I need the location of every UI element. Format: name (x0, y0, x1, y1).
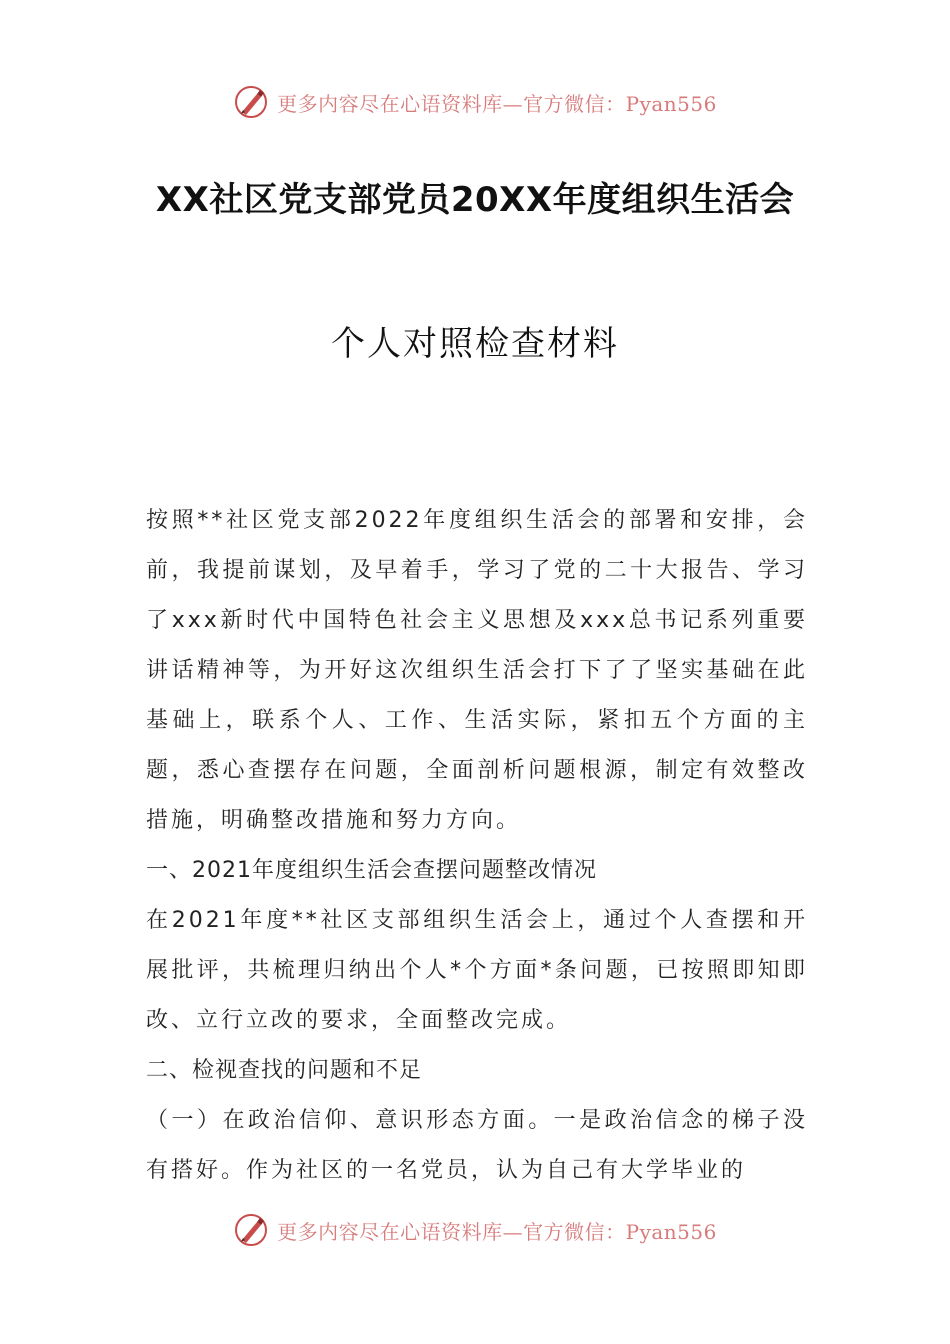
pen-in-circle-logo-icon (233, 84, 269, 120)
document-title-line1: XX社区党支部党员20XX年度组织生活会 (155, 180, 795, 220)
watermark-text: 更多内容尽在心语资料库—官方微信：Pyan556 (277, 1219, 717, 1244)
watermark-footer (0, 1206, 950, 1254)
section-heading-2: 二、检视查找的问题和不足 (146, 1058, 423, 1083)
document-title-line2: 个人对照检查材料 (331, 324, 619, 364)
section-1-paragraph: 在2021年度**社区支部组织生活会上，通过个人查摆和开展批评，共梳理归纳出个人*个方面*条问题，已按照即知即改、立行立改的要求，全面整改完成。 (146, 908, 808, 1033)
section-2-paragraph: （一）在政治信仰、意识形态方面。一是政治信念的梯子没有搭好。作为社区的一名党员，认为自己有大学毕业的 (146, 1108, 808, 1183)
watermark-header (0, 78, 950, 126)
pen-in-circle-logo-icon (233, 1212, 269, 1248)
section-heading-1: 一、2021年度组织生活会查摆问题整改情况 (146, 858, 597, 883)
intro-paragraph: 按照**社区党支部2022年度组织生活会的部署和安排，会前，我提前谋划，及早着手，学习了党的二十大报告、学习了xxx新时代中国特色社会主义思想及xxx总书记系列重要讲话精神等，为开好这次组织生活会打下了了坚实基础在此基础上，联系个人、工作、生活实际，紧扣五个方面的主题，悉心查摆存在问题，全面剖析问题根源，制定有效整改措施，明确整改措施和努力方向。 (146, 508, 808, 833)
watermark-text: 更多内容尽在心语资料库—官方微信：Pyan556 (277, 91, 717, 116)
document-body (146, 496, 808, 1196)
